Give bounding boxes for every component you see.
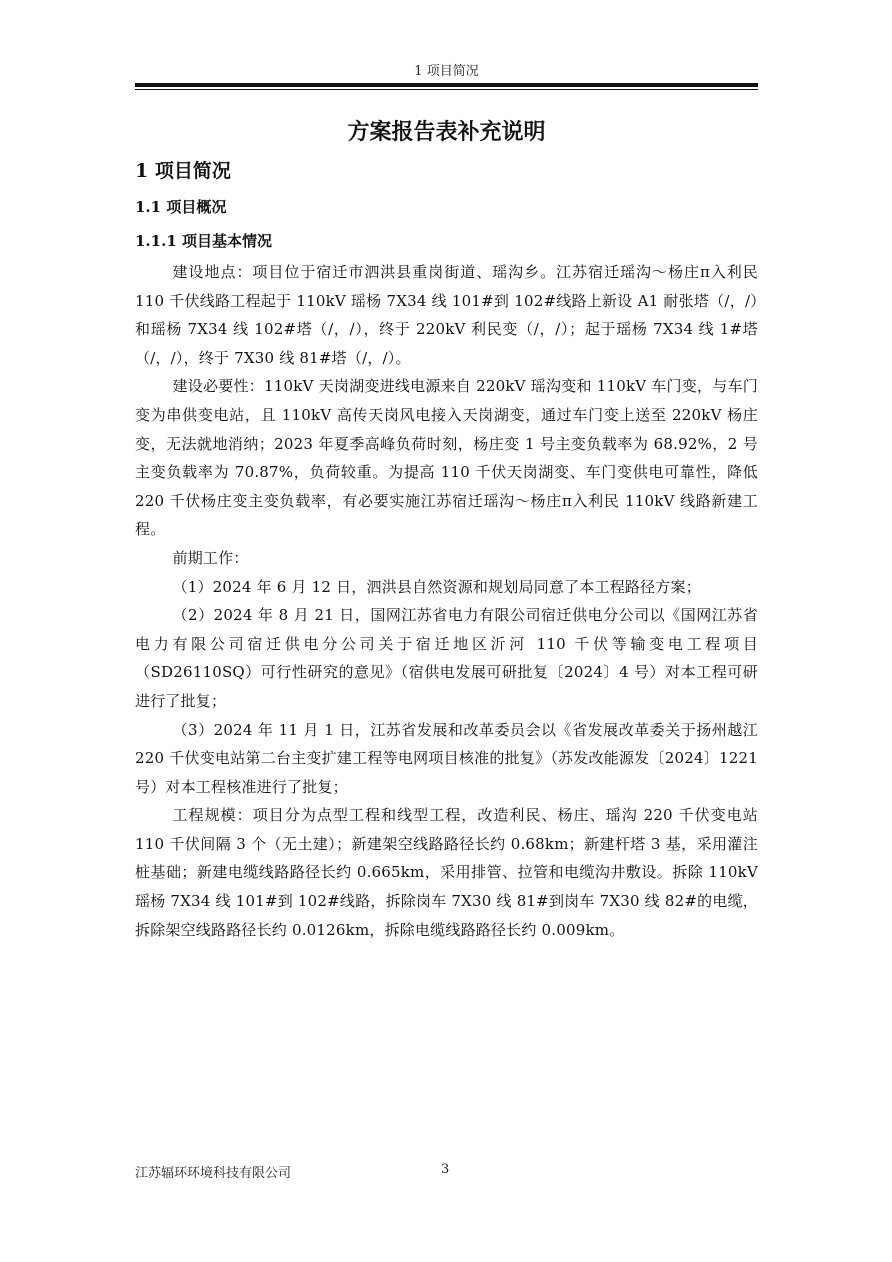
paragraph-item-1: （1）2024 年 6 月 12 日，泗洪县自然资源和规划局同意了本工程路径方案；: [172, 577, 701, 596]
header-rule-thick: [135, 83, 758, 87]
paragraph-preliminary-work: 前期工作：: [172, 548, 249, 567]
paragraph-project-scale: 工程规模：项目分为点型工程和线型工程，改造利民、杨庄、瑶沟 220 千伏变电站 110 千伏间隔 3 个（无土建）；新建架空线路路径长约 0.68km；新建杆塔 3 基，采用灌注桩基础；新建电缆线路路径长约 0.665km，采用排管、拉管和电缆沟井敷设。拆除 110kV 瑶杨 7X34 线 101#到 102#线路，拆除岗车 7X30 线 81#到岗车 7X30 线 82#的电缆，拆除架空线路路径长约 0.0126km，拆除电缆线路路径长约 0.009km。: [135, 806, 758, 939]
footer-company: 江苏辐环环境科技有限公司: [135, 1166, 292, 1181]
page-body: [135, 112, 758, 944]
paragraph-item-2: （2）2024 年 8 月 21 日，国网江苏省电力有限公司宿迁供电分公司以《国网江苏省电力有限公司宿迁供电分公司关于宿迁地区沂河 110 千伏等输变电工程项目（SD26110SQ）可行性研究的意见》（宿供电发展可研批复〔2024〕4 号）对本工程可研进行了批复；: [135, 606, 758, 710]
section-heading-1: 1 项目简况: [135, 160, 231, 182]
page-number: 3: [441, 1162, 450, 1177]
document-title: 方案报告表补充说明: [347, 119, 546, 145]
section-heading-1-1-1: 1.1.1 项目基本情况: [135, 232, 272, 250]
running-header: 1 项目简况: [414, 64, 479, 79]
header-rule-thin: [135, 89, 758, 90]
paragraph-construction-necessity: 建设必要性：110kV 天岗湖变进线电源来自 220kV 瑶沟变和 110kV 车门变，与车门变为串供变电站，且 110kV 高传天岗风电接入天岗湖变，通过车门变上送至 220kV 杨庄变，无法就地消纳；2023 年夏季高峰负荷时刻，杨庄变 1 号主变负载率为 68.92%，2 号主变负载率为 70.87%，负荷较重。为提高 110 千伏天岗湖变、车门变供电可靠性，降低 220 千伏杨庄变主变负载率，有必要实施江苏宿迁瑶沟～杨庄π入利民 110kV 线路新建工程。: [135, 377, 758, 539]
paragraph-construction-location: 建设地点：项目位于宿迁市泗洪县重岗街道、瑶沟乡。江苏宿迁瑶沟～杨庄π入利民 110 千伏线路工程起于 110kV 瑶杨 7X34 线 101#到 102#线路上新设 A1 耐张塔（/，/）和瑶杨 7X34 线 102#塔（/，/），终于 220kV 利民变（/，/）；起于瑶杨 7X34 线 1#塔（/，/），终于 7X30 线 81#塔（/，/）。: [135, 263, 758, 367]
section-heading-1-1: 1.1 项目概况: [135, 198, 227, 216]
paragraph-item-3: （3）2024 年 11 月 1 日，江苏省发展和改革委员会以《省发展改革委关于扬州越江 220 千伏变电站第二台主变扩建工程等电网项目核准的批复》（苏发改能源发〔2024〕1221 号）对本工程核准进行了批复；: [135, 720, 758, 796]
